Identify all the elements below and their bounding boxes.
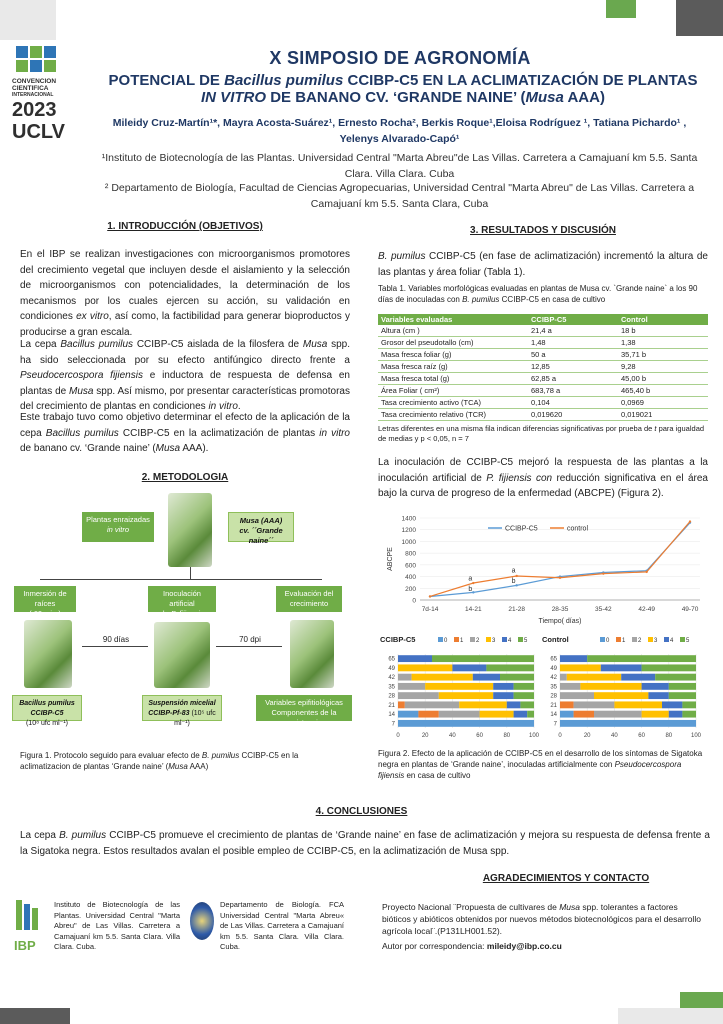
y-tick-label: 800	[405, 550, 416, 558]
ibp-address: Instituto de Biotecnología de las Plantas. Universidad Central "Marta Abreu" de Las Villas. Carretera a Camajuaní km 5.5. Santa Clara. Villa Clara. Cuba.	[54, 900, 180, 951]
x-tick-label: 20	[421, 733, 429, 739]
bar-segment	[398, 683, 425, 690]
intro-paragraph-1: En el IBP se realizan investigaciones con microorganismos promotores del crecimiento vegetal que incluyen desde el aislamiento y la selección de microorganismos con potencialidades, la determinación de los mecanismos por los cuales ejercen su acción, su validación en condiciones ex vitro, así como, la factibilidad para generar bioproductos y producirse a gran escala.	[20, 249, 351, 338]
evaluated-plants-photo	[290, 620, 334, 688]
chart-title: Control	[542, 635, 569, 644]
results-heading: 3. RESULTADOS Y DISCUSIÓN	[470, 225, 616, 236]
y-axis-label: ABCPE	[387, 547, 394, 571]
bar-segment	[405, 701, 459, 708]
bar-segment	[493, 683, 513, 690]
legend-swatch	[600, 637, 605, 642]
bacillus-box: Bacillus pumilus CCIBP-C5 (10⁸ ufc ml⁻¹)	[12, 695, 82, 721]
legend-label: 3	[654, 638, 658, 644]
data-point	[429, 595, 431, 597]
bar-segment	[655, 674, 696, 681]
y-tick-label: 65	[388, 656, 395, 663]
legend-label: 1	[622, 638, 626, 644]
ccibp-stacked-bar-chart	[378, 634, 544, 746]
legend-swatch	[616, 637, 621, 642]
bar-segment	[560, 711, 574, 718]
label-90-days: 90 días	[102, 635, 130, 644]
bar-segment	[594, 692, 648, 699]
legend-label: 5	[686, 638, 690, 644]
data-point	[515, 575, 517, 577]
bar-segment	[642, 711, 669, 718]
legend-label: CCIBP-C5	[505, 525, 538, 533]
intro-heading: 1. INTRODUCCIÓN (OBJETIVOS)	[107, 221, 263, 232]
immersion-box: Inmersión de raíces ( 60 min )	[14, 586, 76, 612]
ack-heading: AGRADECIMIENTOS Y CONTACTO	[482, 873, 650, 884]
x-tick-label: 100	[690, 733, 702, 739]
y-tick-label: 42	[550, 675, 557, 682]
x-tick-label: 7d-14	[421, 606, 439, 613]
results-paragraph-1: B. pumilus CCIBP-C5 (en fase de aclimatización) incrementó la altura de las plantas y área foliar (Tabla 1).	[378, 251, 708, 278]
bar-segment	[398, 655, 432, 662]
legend-label: control	[567, 525, 589, 533]
corner-decoration	[0, 1008, 70, 1024]
legend-label: 4	[508, 638, 512, 644]
bar-segment	[587, 655, 696, 662]
y-tick-label: 49	[388, 665, 395, 672]
legend-label: 0	[444, 638, 448, 644]
x-tick-label: 80	[503, 733, 511, 739]
x-tick-label: 42-49	[638, 606, 655, 613]
legend-swatch	[438, 637, 443, 642]
bar-segment	[682, 711, 696, 718]
results-paragraph-2: La inoculación de CCIBP-C5 mejoró la respuesta de las plantas a la inoculación artificial de P. fijiensis con reducción significativa en el área bajo la curva de progreso de la enfermedad (ABCPE) (Figura 2).	[378, 457, 708, 499]
bar-segment	[439, 692, 493, 699]
bar-segment	[560, 683, 580, 690]
significance-letter: a	[511, 567, 516, 575]
bar-segment	[621, 674, 655, 681]
y-tick-label: 65	[550, 656, 557, 663]
bar-segment	[514, 692, 534, 699]
bar-segment	[514, 683, 534, 690]
bar-segment	[493, 692, 513, 699]
x-tick-label: 20	[583, 733, 591, 739]
bar-segment	[514, 711, 528, 718]
bar-segment	[682, 701, 696, 708]
x-tick-label: 28-35	[551, 606, 569, 613]
figure-1-caption: Figura 1. Protocolo seguido para evaluar efecto de B. pumilus CCIBP-C5 en la aclimatizacion de plantas ‘Grande naine’ (Musa AAA)	[20, 751, 299, 771]
bar-segment	[398, 692, 439, 699]
table-row: Masa fresca raíz (g) 12,85 9,28	[378, 361, 708, 373]
legend-swatch	[632, 637, 637, 642]
logo-org: UCLV	[12, 121, 65, 143]
bar-segment	[601, 664, 642, 671]
x-tick-label: 21-28	[508, 606, 525, 613]
legend-swatch	[680, 637, 685, 642]
table-row: Masa fresca foliar (g) 50 a 35,71 b	[378, 349, 708, 361]
contact-line: Autor por correspondencia: mileidy@ibp.co.cu	[382, 941, 562, 951]
y-tick-label: 400	[405, 574, 416, 582]
x-axis-label: Tiempo( días)	[538, 618, 582, 625]
control-stacked-bar-chart	[540, 634, 712, 746]
legend-swatch	[454, 637, 459, 642]
y-tick-label: 21	[550, 702, 557, 709]
table-row: Tasa crecimiento relativo (TCR) 0,019620 0,019021	[378, 409, 708, 421]
bar-segment	[642, 664, 696, 671]
y-tick-label: 49	[550, 665, 557, 672]
figure-2-caption: Figura 2. Efecto de la aplicación de CCIBP-C5 en el desarrollo de los síntomas de Sigatoka negra en plantas de ‘Grande naine’, inoculadas artificialmente con Pseudocercospora fijiensis en casa de cultivo	[378, 749, 703, 780]
legend-label: 3	[492, 638, 496, 644]
legend-swatch	[518, 637, 523, 642]
y-tick-label: 28	[388, 693, 395, 700]
morphology-table	[378, 314, 708, 421]
y-tick-label: 0	[412, 597, 416, 605]
bar-segment	[398, 720, 534, 727]
logo-year: 2023	[12, 99, 57, 121]
abcpe-line-chart	[380, 510, 710, 630]
x-tick-label: 0	[396, 733, 400, 739]
intro-paragraph-2: La cepa Bacillus pumilus CCIBP-C5 aislada de la filosfera de Musa spp. ha sido seleccionada por su efecto antifúngico directo frente a Pseudocercospora fijiensis e inductora de respuesta de defensa en plantas de Musa spp. Así mismo, por presentar características promotoras del crecimiento de plantas en condiciones in vitro.	[20, 339, 350, 412]
bar-segment	[507, 701, 521, 708]
bar-segment	[452, 664, 486, 671]
bar-segment	[560, 701, 574, 708]
x-tick-label: 100	[528, 733, 540, 739]
bar-segment	[473, 674, 500, 681]
ack-text: Proyecto Nacional ¨Propuesta de cultivares de Musa spp. tolerantes a factores bióticos y abióticos obtenidos por nuevos métodos biotecnológicos para el desarrollo agrícola local¨.(P131LH001.52).	[382, 902, 701, 936]
x-tick-label: 0	[558, 733, 562, 739]
x-tick-label: 35-42	[595, 606, 612, 613]
y-tick-label: 42	[388, 675, 395, 682]
y-tick-label: 28	[550, 693, 557, 700]
bar-segment	[560, 674, 567, 681]
conference-logo	[12, 46, 68, 156]
y-tick-label: 35	[388, 684, 395, 691]
y-tick-label: 1200	[401, 527, 416, 535]
conclusions-heading: 4. CONCLUSIONES	[315, 806, 408, 817]
table-row: Grosor del pseudotallo (cm) 1,48 1,38	[378, 337, 708, 349]
chart-title: CCIBP-C5	[380, 635, 416, 644]
ibp-logo-text: IBP	[14, 938, 36, 953]
legend-label: 4	[670, 638, 674, 644]
legend-label: 0	[606, 638, 610, 644]
poster-title: POTENCIAL DE Bacillus pumilus CCIBP-C5 EN LA ACLIMATIZACIÓN DE PLANTAS IN VITRO DE BANANO CV. ‘GRANDE NAINE’ (Musa AAA)	[108, 72, 698, 106]
corner-decoration	[680, 992, 723, 1008]
corner-decoration	[676, 0, 723, 36]
logo-line3: INTERNACIONAL	[12, 92, 54, 98]
bar-segment	[439, 711, 480, 718]
bar-segment	[560, 692, 594, 699]
bar-segment	[520, 701, 534, 708]
bar-segment	[669, 683, 696, 690]
corner-decoration	[606, 0, 636, 18]
affiliation-2: ² Departamento de Biología, Facultad de Ciencias Agropecuarias, Universidad Central "Marta Abreu" de Las Villas. Carretera a Camajuaní km 5.5. Santa Clara, Cuba	[104, 182, 695, 210]
musa-box: Musa (AAA) cv. ´´Grande naine´´	[228, 512, 294, 542]
bar-segment	[432, 655, 534, 662]
conclusions-text: La cepa B. pumilus CCIBP-C5 promueve el crecimiento de plantas de ‘Grande naine’ en fase de aclimatización y mejora su respuesta de defensa frente a la Sigatoka negra. Estos resultados avalan el posible empleo de CCIBP-C5, en la aclimatización de Musa spp.	[20, 830, 710, 857]
legend-swatch	[664, 637, 669, 642]
y-tick-label: 14	[388, 712, 395, 719]
legend-label: 1	[460, 638, 464, 644]
table-caption: Tabla 1. Variables morfológicas evaluadas en plantas de Musa cv. `Grande naine` a los 90 días de inoculadas con B. pumilus CCIBP-C5 en casa de cultivo	[378, 284, 698, 304]
roots-photo	[24, 620, 72, 688]
bar-segment	[594, 711, 642, 718]
bar-segment	[574, 701, 615, 708]
contact-email[interactable]: mileidy@ibp.co.cu	[486, 941, 562, 951]
bar-segment	[398, 701, 405, 708]
bar-segment	[398, 711, 418, 718]
bar-segment	[560, 720, 696, 727]
bar-segment	[398, 664, 452, 671]
plants-box: Plantas enraizadas in vitro	[82, 512, 154, 542]
bar-segment	[486, 664, 534, 671]
intro-paragraph-3: Este trabajo tuvo como objetivo determinar el efecto de la aplicación de la cepa Bacillus pumilus CCIBP-C5 en la aclimatización de plantas in vitro de banano cv. ‘Grande naine’ (Musa AAA).	[20, 412, 350, 454]
suspension-box: Suspensión micelial CCIBP-Pf-83 (10⁵ ufc ml⁻¹)	[142, 695, 222, 721]
dept-address: Departamento de Biología. FCA Universidad Central "Marta Abreu« de Las Villas. Carretera a Camajuaní km 5.5. Santa Clara. Villa Clara. Cuba.	[220, 900, 344, 951]
dept-seal	[190, 902, 214, 940]
table-header-row: Variables evaluadas CCIBP-C5 Control	[378, 314, 708, 325]
table-note: Letras diferentes en una misma fila indican diferencias significativas por prueba de t para igualdad de medias y p < 0,05, n = 7	[378, 424, 705, 443]
event-title: X SIMPOSIO DE AGRONOMÍA	[269, 48, 531, 68]
evaluation-box: Evaluación del crecimiento	[276, 586, 342, 612]
legend-label: 5	[524, 638, 528, 644]
legend-swatch	[470, 637, 475, 642]
data-point	[472, 582, 474, 584]
legend-swatch	[486, 637, 491, 642]
y-tick-label: 1400	[401, 515, 416, 523]
bar-segment	[614, 701, 662, 708]
x-tick-label: 40	[611, 733, 618, 739]
data-point	[472, 591, 474, 593]
y-tick-label: 35	[550, 684, 557, 691]
data-point	[689, 520, 691, 522]
logo-line2: CIENTIFICA	[12, 85, 49, 92]
bar-segment	[567, 674, 621, 681]
methods-heading: 2. METODOLOGIA	[141, 472, 229, 483]
data-point	[645, 571, 647, 573]
corner-decoration	[0, 0, 56, 40]
inoculation-box: Inoculación artificial de P. fijiensis	[148, 586, 216, 612]
bar-segment	[642, 683, 669, 690]
inoculated-plants-photo	[154, 622, 210, 688]
significance-letter: b	[511, 578, 516, 586]
bar-segment	[480, 711, 514, 718]
significance-letter: b	[468, 586, 473, 594]
y-tick-label: 200	[405, 585, 416, 593]
bar-segment	[560, 655, 587, 662]
x-tick-label: 49-70	[681, 606, 699, 613]
bar-segment	[425, 683, 493, 690]
x-tick-label: 40	[449, 733, 456, 739]
significance-letter: a	[468, 575, 473, 583]
bar-segment	[662, 701, 682, 708]
y-tick-label: 600	[405, 562, 416, 570]
table-row: Masa fresca total (g) 62,85 a 45,00 b	[378, 373, 708, 385]
legend-label: 2	[638, 638, 642, 644]
y-tick-label: 7	[553, 721, 557, 728]
bar-segment	[459, 701, 507, 708]
x-tick-label: 14-21	[465, 606, 482, 613]
table-row: Altura (cm ) 21,4 a 18 b	[378, 325, 708, 337]
table-row: Tasa crecimiento activo (TCA) 0,104 0,0969	[378, 397, 708, 409]
authors: Mileidy Cruz-Martín¹*, Mayra Acosta-Suárez¹, Ernesto Rocha², Berkis Roque¹,Eloisa Rodríguez ¹, Tatiana Pichardo¹ , Yelenys Alvarado-Capó¹	[112, 117, 687, 145]
y-tick-label: 1000	[401, 538, 416, 546]
label-70-dpi: 70 dpi	[239, 635, 261, 644]
affiliation-1: ¹Instituto de Biotecnología de las Plantas. Universidad Central "Marta Abreu"de Las Villas. Carretera a Camajuaní km 5.5. Santa Clara. Villa Clara. Cuba	[101, 152, 698, 180]
bar-segment	[412, 674, 473, 681]
corner-decoration	[618, 1008, 723, 1024]
legend-swatch	[648, 637, 653, 642]
plants-photo	[168, 493, 212, 567]
bar-segment	[648, 692, 668, 699]
bar-segment	[580, 683, 641, 690]
x-tick-label: 60	[638, 733, 645, 739]
x-tick-label: 60	[476, 733, 483, 739]
bar-segment	[669, 692, 696, 699]
bar-segment	[560, 664, 601, 671]
data-point	[515, 584, 517, 586]
bar-segment	[669, 711, 683, 718]
data-point	[559, 577, 561, 579]
bar-segment	[574, 711, 594, 718]
legend-swatch	[502, 637, 507, 642]
bar-segment	[398, 674, 412, 681]
bar-segment	[527, 711, 534, 718]
bar-segment	[418, 711, 438, 718]
bar-segment	[500, 674, 534, 681]
y-tick-label: 14	[550, 712, 557, 719]
variables-box: Variables epifitiológicas Componentes de la resistencia	[256, 695, 352, 721]
ibp-logo	[14, 900, 40, 954]
table-row: Área Foliar ( cm²) 683,78 a 465,40 b	[378, 385, 708, 397]
y-tick-label: 21	[388, 702, 395, 709]
x-tick-label: 80	[665, 733, 673, 739]
data-point	[602, 572, 604, 574]
legend-label: 2	[476, 638, 480, 644]
y-tick-label: 7	[391, 721, 395, 728]
logo-line1: CONVENCION	[12, 78, 57, 85]
